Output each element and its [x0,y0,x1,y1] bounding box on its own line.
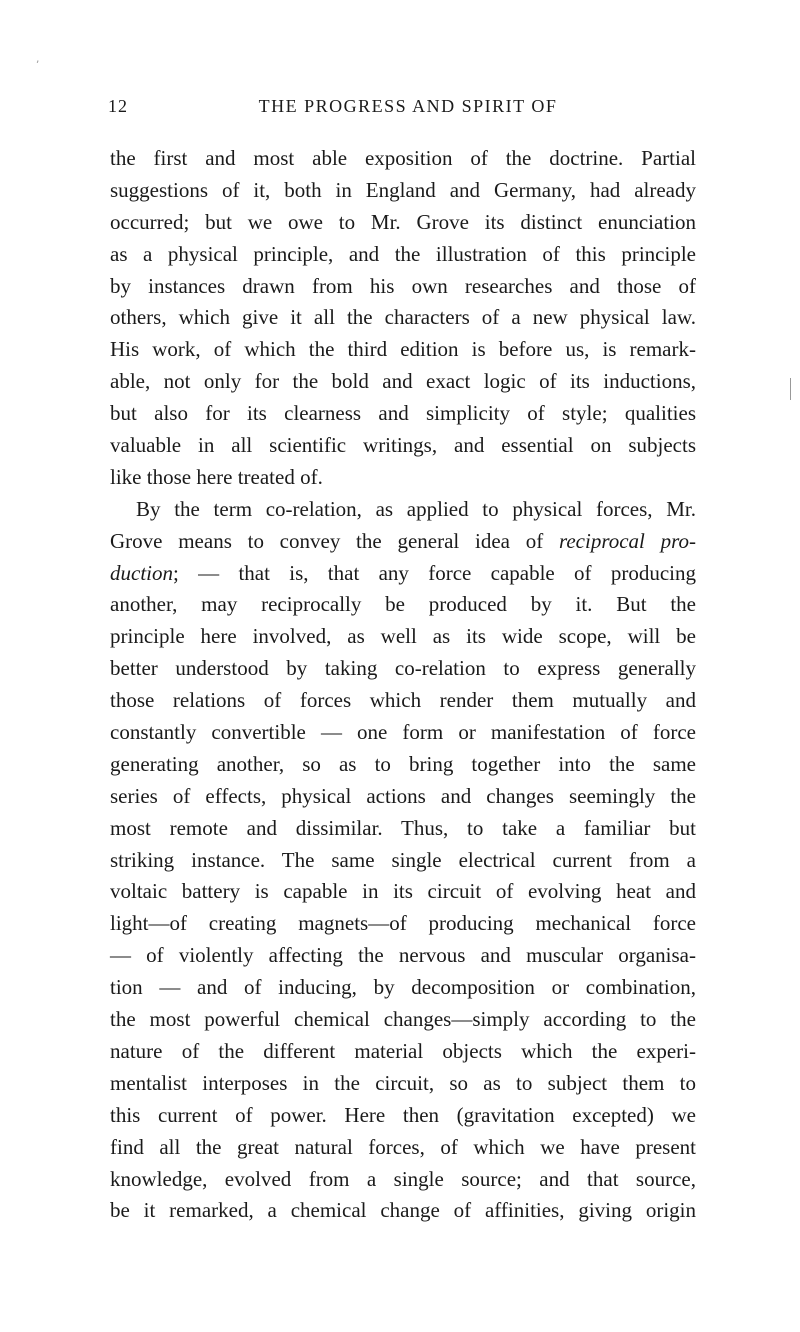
body-text [110,143,696,1227]
text-line [110,526,696,558]
text-line: mentalist interposes in the circuit, so as to subject them to [110,1070,696,1095]
text-line: nature of the different material objects which the experi- [110,1038,696,1063]
text-line: by instances drawn from his own researches and those of [110,273,696,298]
text-line: this current of power. Here then (gravitation excepted) we [110,1102,696,1127]
text-line: striking instance. The same single electrical current from a [110,847,696,872]
text-line: but also for its clearness and simplicity of style; qualities [110,401,696,426]
text-line: occurred; but we owe to Mr. Grove its distinct enunciation [110,209,696,234]
italic-phrase: reciprocal pro- [558,528,696,553]
text-line: His work, of which the third edition is before us, is remark- [110,337,696,362]
text-line [110,558,696,590]
text-line: the first and most able exposition of the doctrine. Partial [110,146,696,170]
text-line: another, may reciprocally be produced by it. But the [110,592,696,617]
text-line: most remote and dissimilar. Thus, to take a familiar but [110,815,696,840]
text-segment: Grove means to convey the general idea of [110,528,544,553]
text-line: like those here treated of. [110,464,323,489]
text-line: others, which give it all the characters of a new physical law. [110,305,696,330]
text-line: knowledge, evolved from a single source; and that source, [110,1166,696,1191]
text-line: better understood by taking co-relation to express generally [110,656,696,681]
text-line: By the term co-relation, as applied to physical forces, Mr. [136,496,696,521]
text-line: find all the great natural forces, of which we have present [110,1134,696,1159]
text-line: constantly convertible — one form or manifestation of force [110,720,696,745]
text-line: those relations of forces which render them mutually and [110,688,696,713]
italic-phrase: duction [110,560,173,585]
running-head: THE PROGRESS AND SPIRIT OF [258,96,558,116]
text-line: light—of creating magnets—of producing mechanical force [110,911,696,936]
page-number: 12 [108,96,128,116]
text-line: valuable in all scientific writings, and essential on subjects [110,433,696,458]
page-header [108,96,708,120]
text-line: voltaic battery is capable in its circuit of evolving heat and [110,879,696,904]
text-line: generating another, so as to bring together into the same [110,751,696,776]
text-segment: ; — that is, that any force capable of producing [173,560,696,585]
text-line: the most powerful chemical changes—simply according to the [110,1007,696,1032]
text-line: as a physical principle, and the illustration of this principle [110,241,696,266]
text-line: be it remarked, a chemical change of affinities, giving origin [110,1198,696,1223]
margin-mark: ’ [36,60,40,71]
text-line: suggestions of it, both in England and Germany, had already [110,177,696,202]
text-line: tion — and of inducing, by decomposition or combination, [110,975,696,1000]
margin-rule [790,378,791,400]
text-line: principle here involved, as well as its wide scope, will be [110,624,696,649]
text-line: able, not only for the bold and exact logic of its inductions, [110,369,696,394]
text-line: series of effects, physical actions and changes seemingly the [110,783,696,808]
text-line: — of violently affecting the nervous and muscular organisa- [110,943,696,968]
